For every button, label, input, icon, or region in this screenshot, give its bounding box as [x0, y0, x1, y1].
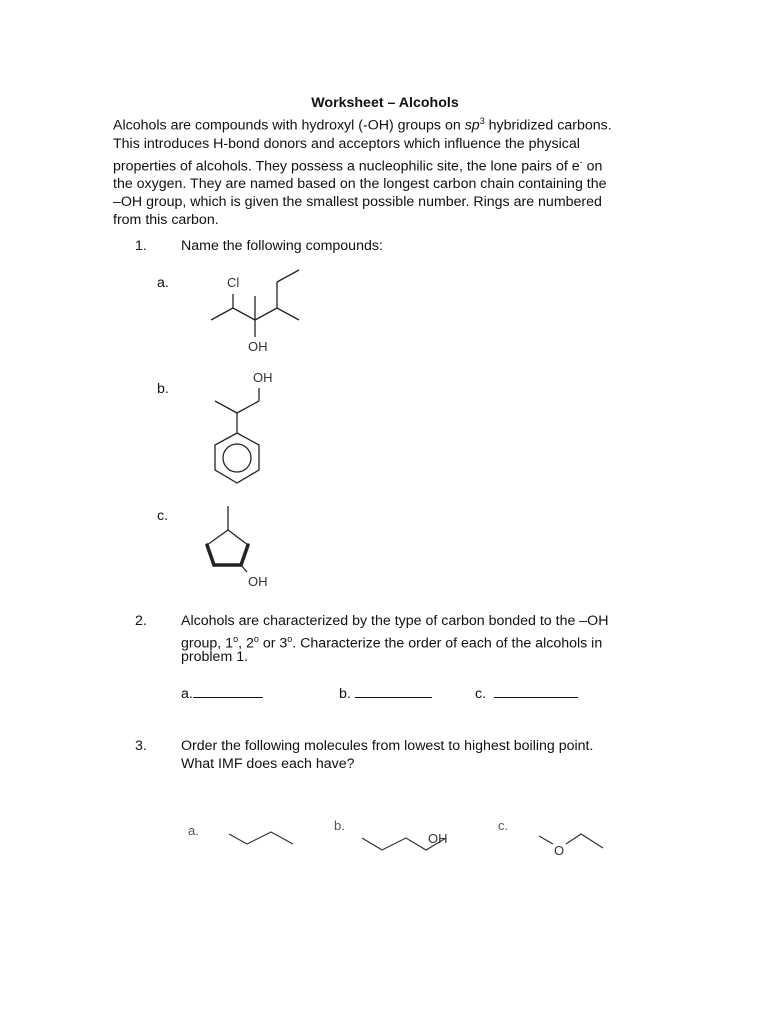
molecule-1a — [200, 262, 310, 362]
hydroxyl-label: OH — [248, 339, 268, 354]
q2-line-3: problem 1. — [181, 649, 249, 665]
molecule-1b — [200, 365, 280, 490]
answer-blank-c[interactable] — [494, 683, 578, 698]
q1-text: Name the following compounds: — [181, 238, 383, 254]
worksheet-title: Worksheet – Alcohols — [311, 95, 459, 111]
q2-answer-a: a. — [181, 683, 263, 703]
q3b-label: b. — [334, 818, 345, 833]
oxygen-label: O — [554, 843, 565, 858]
molecule-3c — [535, 830, 610, 860]
q2-answer-b: b. — [339, 683, 432, 703]
q3a-label: a. — [188, 823, 199, 838]
q2-line-2: group, 1$^o$, 2$^o$ or 3$^o$. Characterize the order of each of the alcohols in — [181, 634, 603, 652]
answer-blank-a[interactable] — [193, 683, 263, 698]
q1c-label: c. — [157, 508, 169, 524]
chlorine-label: Cl — [227, 275, 240, 290]
intro-line-6: from this carbon. — [113, 212, 219, 229]
answer-blank-b[interactable] — [355, 683, 432, 698]
q3c-label: c. — [498, 818, 509, 833]
intro-line-2: This introduces H-bond donors and acceptors which influence the physical — [113, 135, 580, 152]
intro-paragraph — [113, 112, 658, 229]
intro-line-4: the oxygen. They are named based on the longest carbon chain containing the — [113, 176, 607, 193]
q2-line-1: Alcohols are characterized by the type of carbon bonded to the –OH — [181, 613, 609, 629]
hydroxyl-label: OH — [248, 574, 268, 589]
q2-number: 2. — [135, 613, 147, 629]
q1a-label: a. — [157, 275, 169, 291]
intro-line-3: properties of alcohols. They possess a nucleophilic site, the lone pairs of e- on — [113, 156, 603, 175]
q3-number: 3. — [135, 738, 147, 754]
hydroxyl-label: OH — [253, 370, 273, 385]
q3-line-1: Order the following molecules from lowest to highest boiling point. — [181, 738, 594, 754]
q2-answer-c: c. — [475, 683, 578, 703]
intro-line-1: Alcohols are compounds with hydroxyl (-OH) groups on $sp^3$ hybridized carbons. — [113, 116, 612, 134]
molecule-3a — [225, 828, 297, 850]
intro-line-5: –OH group, which is given the smallest possible number. Rings are numbered — [113, 194, 602, 211]
molecule-3b — [358, 828, 473, 856]
q3-line-2: What IMF does each have? — [181, 756, 355, 772]
q1-number: 1. — [135, 238, 147, 254]
molecule-1c — [195, 498, 275, 593]
q1b-label: b. — [157, 381, 169, 397]
hydroxyl-label: OH — [428, 831, 448, 846]
